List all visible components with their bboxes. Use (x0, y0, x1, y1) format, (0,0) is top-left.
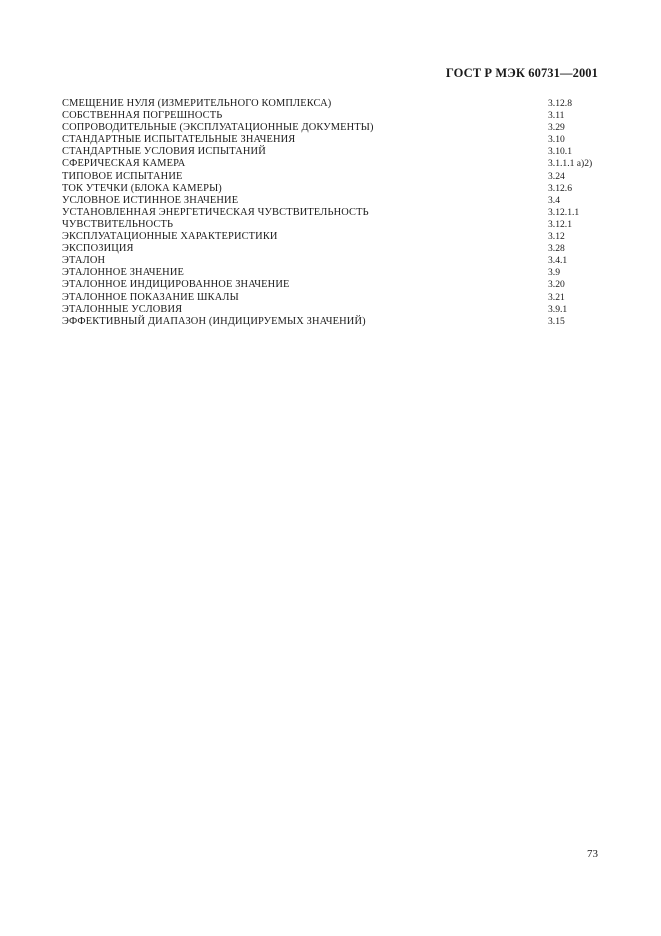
index-entry (62, 183, 622, 195)
index-reference: 3.9.1 (548, 303, 568, 315)
index-reference: 3.10.1 (548, 146, 572, 158)
index-entry (62, 195, 622, 207)
index-reference: 3.28 (548, 243, 565, 255)
index-reference: 3.12.8 (548, 98, 572, 109)
index-term: ЭТАЛОННЫЕ УСЛОВИЯ (62, 303, 183, 315)
index-term: ЭКСПЛУАТАЦИОННЫЕ ХАРАКТЕРИСТИКИ (62, 231, 278, 243)
index-entry (62, 267, 622, 279)
index-reference: 3.12.1.1 (548, 206, 580, 218)
index-term: ТОК УТЕЧКИ (БЛОКА КАМЕРЫ) (62, 182, 222, 194)
index-entry (62, 231, 622, 243)
index-reference: 3.12 (548, 231, 565, 243)
index-entry (62, 279, 622, 291)
index-reference: 3.12.6 (548, 182, 572, 194)
index-term: УСТАНОВЛЕННАЯ ЭНЕРГЕТИЧЕСКАЯ ЧУВСТВИТЕЛЬНОСТЬ (62, 206, 369, 218)
index-reference: 3.11 (548, 110, 565, 122)
index-term: ЭТАЛОН (62, 255, 106, 267)
index-term: ТИПОВОЕ ИСПЫТАНИЕ (62, 170, 183, 182)
index-term: ЭТАЛОННОЕ ЗНАЧЕНИЕ (62, 267, 184, 279)
index-reference: 3.12.1 (548, 218, 572, 230)
index-entry (62, 110, 622, 122)
index-term: СОПРОВОДИТЕЛЬНЫЕ (ЭКСПЛУАТАЦИОННЫЕ ДОКУМЕНТЫ) (62, 122, 374, 134)
index-entry (62, 292, 622, 304)
index-term: СМЕЩЕНИЕ НУЛЯ (ИЗМЕРИТЕЛЬНОГО КОМПЛЕКСА) (62, 98, 332, 109)
index-reference: 3.21 (548, 291, 565, 303)
page-number: 73 (587, 848, 598, 860)
index-reference: 3.4 (548, 194, 560, 206)
index-entry (62, 304, 622, 316)
index-entry (62, 255, 622, 267)
index-entry (62, 219, 622, 231)
index-entry (62, 207, 622, 219)
document-header: ГОСТ Р МЭК 60731—2001 (445, 66, 598, 80)
index-term: СТАНДАРТНЫЕ ИСПЫТАТЕЛЬНЫЕ ЗНАЧЕНИЯ (62, 134, 296, 146)
index-entry (62, 134, 622, 146)
index-reference: 3.24 (548, 170, 565, 182)
index-term: СФЕРИЧЕСКАЯ КАМЕРА (62, 158, 186, 170)
index-entry (62, 122, 622, 134)
index-reference: 3.15 (548, 315, 565, 327)
index-entry (62, 158, 622, 170)
index-list (62, 98, 622, 328)
index-entry (62, 171, 622, 183)
index-reference: 3.10 (548, 134, 565, 146)
index-reference: 3.29 (548, 122, 565, 134)
index-term: ЭТАЛОННОЕ ИНДИЦИРОВАННОЕ ЗНАЧЕНИЕ (62, 279, 290, 291)
index-term: ЧУВСТВИТЕЛЬНОСТЬ (62, 218, 174, 230)
index-term: СТАНДАРТНЫЕ УСЛОВИЯ ИСПЫТАНИЙ (62, 146, 266, 158)
index-entry (62, 243, 622, 255)
index-entry (62, 98, 622, 110)
index-term: ЭТАЛОННОЕ ПОКАЗАНИЕ ШКАЛЫ (62, 291, 239, 303)
index-reference: 3.1.1.1 а)2) (548, 158, 593, 170)
index-entry (62, 146, 622, 158)
index-entry (62, 316, 622, 328)
index-term: ЭКСПОЗИЦИЯ (62, 243, 134, 255)
index-reference: 3.9 (548, 267, 560, 279)
index-term: ЭФФЕКТИВНЫЙ ДИАПАЗОН (ИНДИЦИРУЕМЫХ ЗНАЧЕНИЙ) (62, 315, 366, 327)
index-term: СОБСТВЕННАЯ ПОГРЕШНОСТЬ (62, 110, 223, 122)
index-reference: 3.4.1 (548, 255, 568, 267)
index-reference: 3.20 (548, 279, 565, 291)
index-term: УСЛОВНОЕ ИСТИННОЕ ЗНАЧЕНИЕ (62, 194, 239, 206)
